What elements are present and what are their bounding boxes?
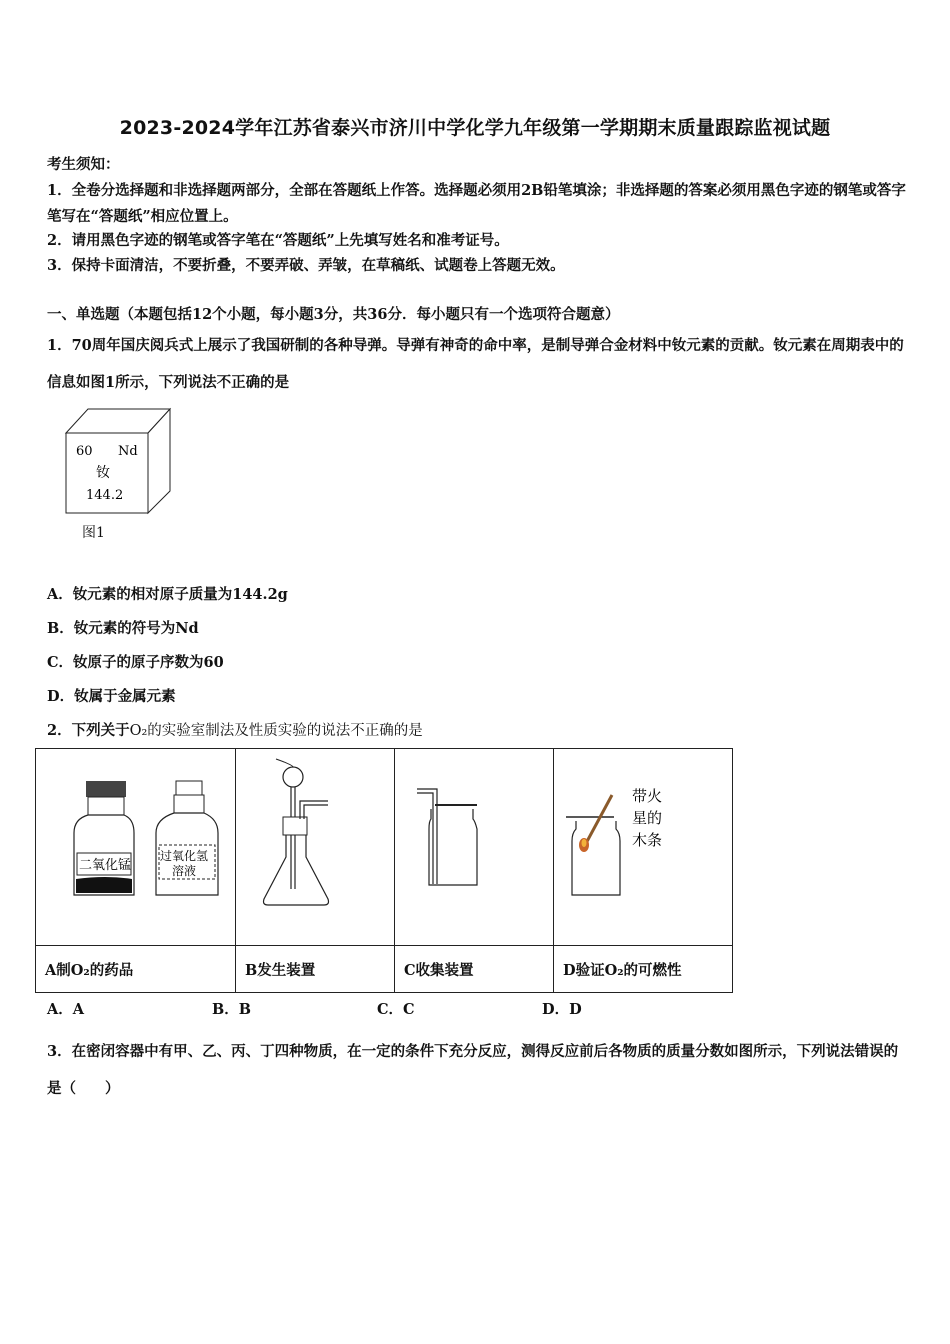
bottle-2-label-line-2: 溶液 [172, 864, 197, 878]
element-mass: 144.2 [86, 488, 124, 503]
cell-a-image [36, 749, 236, 946]
q2-option-d[interactable]: D．D [542, 1001, 582, 1018]
notice-item-1: 1．全卷分选择题和非选择题两部分，全部在答题纸上作答。选择题必须用2B铅笔填涂；非选择题的答案必须用黑色字迹的钢笔或答字笔写在“答题纸”相应位置上。 [47, 182, 906, 225]
glowing-splint-test-illustration [554, 749, 732, 941]
question-2-stem [47, 719, 423, 740]
figure-1-label: 图1 [82, 525, 105, 541]
cell-c-image [395, 749, 554, 946]
flask-apparatus-illustration [236, 749, 394, 941]
q1-option-d[interactable]: D．钕属于金属元素 [47, 688, 176, 705]
element-number: 60 [76, 444, 93, 459]
reagent-bottles-illustration [36, 749, 235, 941]
question-3-stem: 3．在密闭容器中有甲、乙、丙、丁四种物质，在一定的条件下充分反应，测得反应前后各物质的质量分数如图所示，下列说法错误的是（ ） [47, 1043, 899, 1097]
cell-d-image [554, 749, 733, 946]
question-2-stem-text: O₂的实验室制法及性质实验的说法不正确的是 [129, 723, 423, 739]
notice-item-3: 3．保持卡面清洁，不要折叠，不要弄破、弄皱，在草稿纸、试题卷上答题无效。 [47, 257, 565, 274]
splint-label-line-2: 星的 [632, 809, 663, 827]
splint-label-line-3: 木条 [632, 831, 663, 849]
q1-option-a[interactable]: A．钕元素的相对原子质量为144.2g [47, 586, 288, 603]
question-2-figure-table [35, 748, 733, 993]
cell-b-image [236, 749, 395, 946]
bottle-2-label-line-1: 过氧化氢 [160, 849, 209, 863]
caption-c: C收集装置 [395, 946, 554, 993]
bottle-1-label: 二氧化锰 [79, 858, 132, 873]
q1-option-b[interactable]: B．钕元素的符号为Nd [47, 620, 199, 637]
element-symbol: Nd [118, 444, 138, 459]
q2-option-c[interactable]: C．C [377, 1001, 415, 1018]
q1-option-c[interactable]: C．钕原子的原子序数为60 [47, 654, 224, 671]
gas-collection-bottle-illustration [395, 749, 553, 941]
caption-b: B发生装置 [236, 946, 395, 993]
caption-d: D验证O₂的可燃性 [554, 946, 733, 993]
question-2-stem-number: 2．下列关于 [47, 722, 130, 739]
q2-option-b[interactable]: B．B [212, 1001, 252, 1018]
question-1-stem: 1．70周年国庆阅兵式上展示了我国研制的各种导弹。导弹有神奇的命中率，是制导弹合金材料中钕元素的贡献。钕元素在周期表中的信息如图1所示，下列说法不正确的是 [47, 337, 904, 391]
notice-heading: 考生须知： [47, 156, 120, 173]
caption-a: A制O₂的药品 [36, 946, 236, 993]
notice-item-2: 2．请用黑色字迹的钢笔或答字笔在“答题纸”上先填写姓名和准考证号。 [47, 232, 509, 249]
splint-label-line-1: 带火 [632, 787, 663, 805]
q2-option-a[interactable]: A．A [47, 1001, 85, 1018]
element-cube-figure [60, 405, 175, 515]
section-heading: 一、单选题（本题包括12个小题，每小题3分，共36分．每小题只有一个选项符合题意） [47, 306, 620, 323]
element-name: 钕 [96, 465, 110, 481]
exam-title: 2023-2024学年江苏省泰兴市济川中学化学九年级第一学期期末质量跟踪监视试题 [119, 117, 831, 139]
